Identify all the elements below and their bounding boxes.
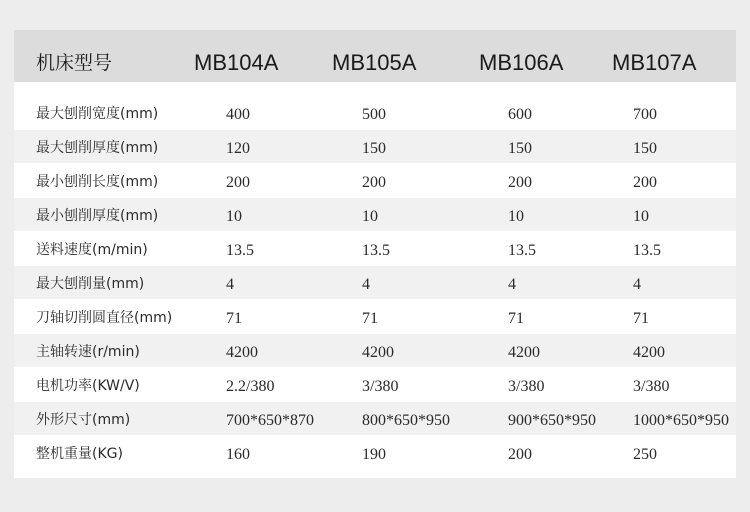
row-value: 800*650*950: [362, 412, 450, 429]
header-model-label: 机床型号: [36, 52, 113, 74]
row-value: 4200: [226, 344, 258, 361]
header-model-mb107a: MB107A: [612, 50, 697, 75]
row-label: 电机功率(KW/V): [36, 378, 140, 394]
row-value: 400: [226, 106, 250, 123]
row-value: 4: [633, 276, 641, 293]
row-value: 71: [508, 310, 524, 327]
row-label: 整机重量(KG): [36, 446, 123, 462]
row-value: 13.5: [633, 242, 661, 259]
row-value: 3/380: [633, 378, 670, 395]
row-value: 1000*650*950: [633, 412, 729, 429]
row-label: 最大刨削量(mm): [36, 276, 145, 292]
row-value: 150: [633, 140, 657, 157]
row-label: 主轴转速(r/min): [36, 344, 140, 360]
table-row: [14, 368, 736, 401]
row-value: 200: [508, 174, 532, 191]
row-value: 13.5: [508, 242, 536, 259]
row-value: 4200: [508, 344, 540, 361]
row-value: 700*650*870: [226, 412, 314, 429]
row-value: 600: [508, 106, 532, 123]
row-value: 13.5: [226, 242, 254, 259]
row-value: 120: [226, 140, 250, 157]
row-value: 71: [362, 310, 378, 327]
row-label: 最小刨削长度(mm): [36, 174, 159, 190]
row-label: 送料速度(m/min): [36, 242, 148, 258]
table-row: [14, 130, 736, 163]
row-value: 150: [362, 140, 386, 157]
row-value: 2.2/380: [226, 378, 275, 395]
row-value: 4200: [362, 344, 394, 361]
header-model-mb106a: MB106A: [479, 50, 564, 75]
row-value: 160: [226, 446, 250, 463]
table-row: [14, 334, 736, 367]
table-row: [14, 96, 736, 129]
row-value: 10: [508, 208, 524, 225]
row-label: 外形尺寸(mm): [36, 412, 131, 428]
row-value: 900*650*950: [508, 412, 596, 429]
row-value: 500: [362, 106, 386, 123]
row-value: 250: [633, 446, 657, 463]
row-value: 10: [226, 208, 242, 225]
table-row: [14, 198, 736, 231]
row-value: 4200: [633, 344, 665, 361]
row-value: 71: [633, 310, 649, 327]
table-row: [14, 402, 736, 435]
row-label: 刀轴切削圆直径(mm): [36, 310, 173, 326]
row-value: 3/380: [362, 378, 399, 395]
row-label: 最小刨削厚度(mm): [36, 208, 159, 224]
row-value: 150: [508, 140, 532, 157]
row-value: 200: [508, 446, 532, 463]
row-value: 4: [226, 276, 234, 293]
row-value: 3/380: [508, 378, 545, 395]
row-value: 4: [362, 276, 370, 293]
spec-table-header: [14, 30, 736, 82]
table-row: [14, 300, 736, 333]
row-value: 200: [633, 174, 657, 191]
table-row: [14, 436, 736, 469]
row-value: 700: [633, 106, 657, 123]
row-value: 200: [226, 174, 250, 191]
header-model-mb104a: MB104A: [194, 50, 279, 75]
row-value: 10: [633, 208, 649, 225]
table-row: [14, 164, 736, 197]
row-value: 200: [362, 174, 386, 191]
row-value: 190: [362, 446, 386, 463]
row-value: 13.5: [362, 242, 390, 259]
table-row: [14, 266, 736, 299]
row-value: 71: [226, 310, 242, 327]
row-value: 10: [362, 208, 378, 225]
row-value: 4: [508, 276, 516, 293]
header-model-mb105a: MB105A: [332, 50, 417, 75]
row-label: 最大刨削宽度(mm): [36, 106, 159, 122]
table-row: [14, 232, 736, 265]
row-label: 最大刨削厚度(mm): [36, 140, 159, 156]
